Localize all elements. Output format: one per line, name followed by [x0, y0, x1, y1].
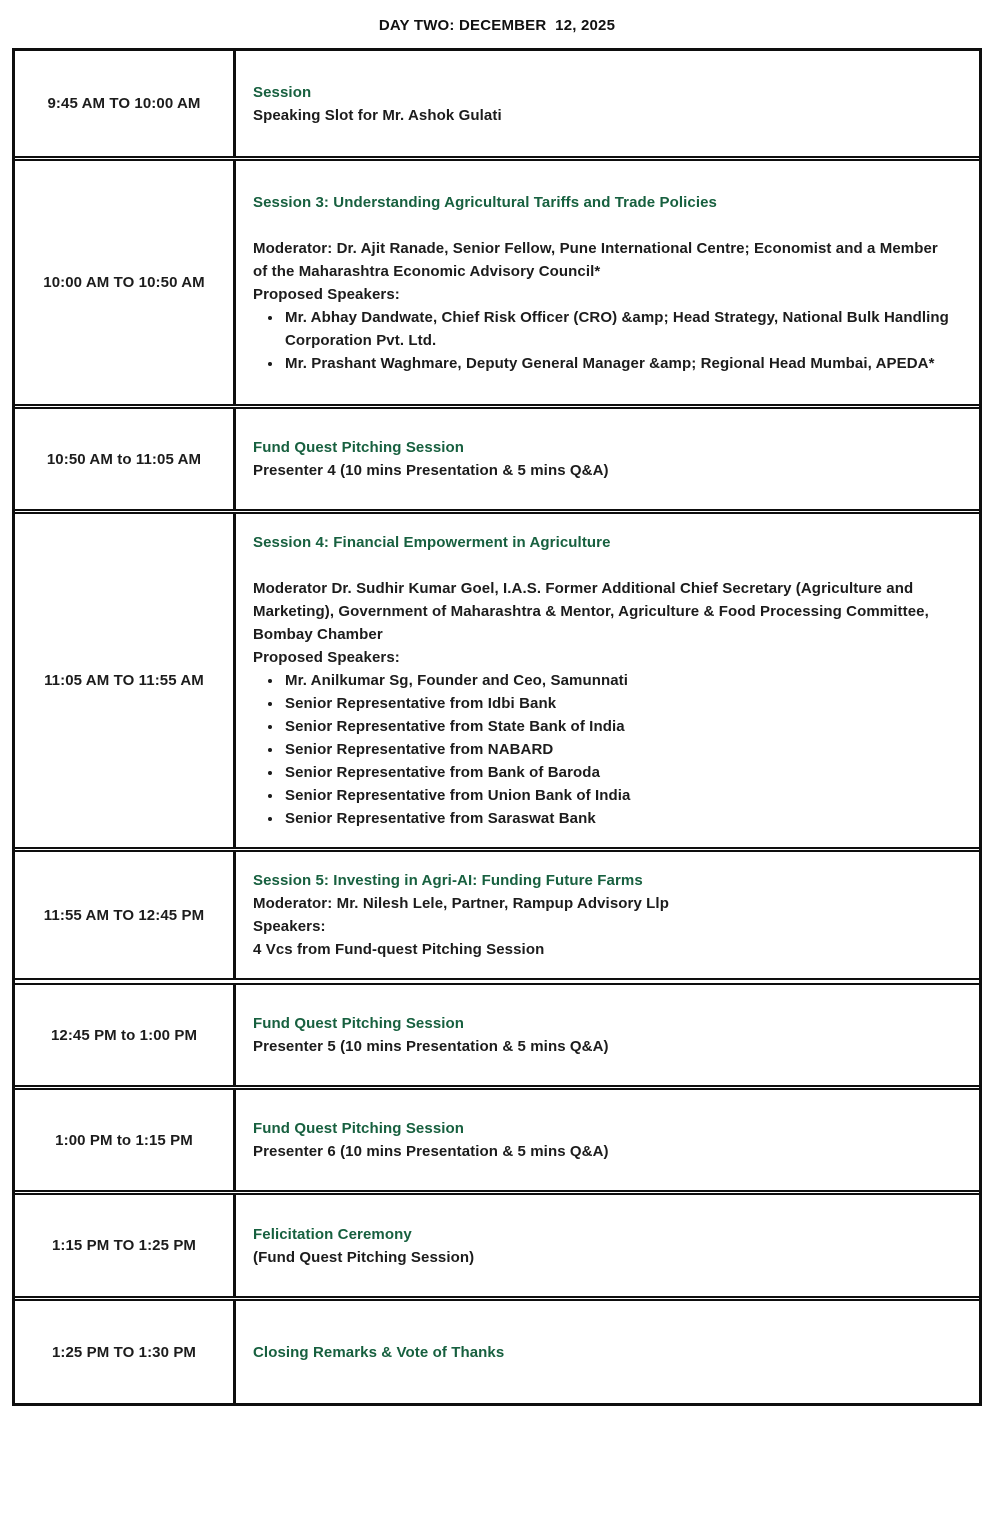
speaker-list — [253, 306, 953, 375]
speaker-item: • Mr. Prashant Waghmare, Deputy General Manager &amp; Regional Head Mumbai, APEDA* — [283, 352, 953, 375]
session-cell — [236, 514, 979, 847]
session-cell — [236, 51, 979, 156]
session-line: Proposed Speakers: — [253, 285, 400, 303]
session-cell — [236, 1301, 979, 1403]
session-title: Session — [253, 83, 312, 101]
speaker-list — [253, 669, 953, 830]
schedule-row — [15, 509, 979, 847]
time-cell: 12:45 PM to 1:00 PM — [15, 985, 236, 1085]
time-cell: 11:55 AM TO 12:45 PM — [15, 852, 236, 978]
schedule-row — [15, 156, 979, 404]
session-cell — [236, 409, 979, 509]
session-title: Session 4: Financial Empowerment in Agriculture — [253, 534, 611, 551]
speaker-item: • Senior Representative from Union Bank of India — [283, 784, 953, 807]
time-cell: 1:00 PM to 1:15 PM — [15, 1090, 236, 1190]
session-cell — [236, 852, 979, 978]
session-cell — [236, 161, 979, 404]
session-title: Session 3: Understanding Agricultural Tariffs and Trade Policies — [253, 193, 718, 211]
schedule-row — [15, 847, 979, 978]
time-cell: 10:00 AM TO 10:50 AM — [15, 161, 236, 404]
session-line: (Fund Quest Pitching Session) — [253, 1248, 475, 1266]
session-line: Presenter 6 (10 mins Presentation & 5 mins Q&A) — [253, 1143, 609, 1160]
session-line: Proposed Speakers: — [253, 649, 400, 666]
session-cell — [236, 985, 979, 1085]
schedule-row — [15, 1296, 979, 1403]
session-title: Fund Quest Pitching Session — [253, 1015, 465, 1032]
session-line: Moderator Dr. Sudhir Kumar Goel, I.A.S. Former Additional Chief Secretary (Agriculture and Marketing), Government of Maharashtra & Mentor, Agriculture & Food Processing Committee, Bombay Chamber — [253, 580, 929, 643]
speaker-item: • Mr. Abhay Dandwate, Chief Risk Officer (CRO) &amp; Head Strategy, National Bulk Handling Corporation Pvt. Ltd. — [283, 306, 953, 352]
session-line: Moderator: Dr. Ajit Ranade, Senior Fellow, Pune International Centre; Economist and a Member of the Maharashtra Economic Advisory Council* — [253, 239, 938, 280]
session-cell — [236, 1090, 979, 1190]
session-line: Speaking Slot for Mr. Ashok Gulati — [253, 106, 502, 124]
time-cell: 1:15 PM TO 1:25 PM — [15, 1195, 236, 1296]
schedule-row — [15, 978, 979, 1085]
session-title: Felicitation Ceremony — [253, 1225, 412, 1243]
schedule-row — [15, 1085, 979, 1190]
blank-spacer — [253, 214, 953, 237]
time-cell: 1:25 PM TO 1:30 PM — [15, 1301, 236, 1403]
session-line: Presenter 5 (10 mins Presentation & 5 mins Q&A) — [253, 1038, 609, 1055]
schedule-row — [15, 51, 979, 156]
page-title: DAY TWO: DECEMBER 12, 2025 — [378, 17, 616, 34]
schedule-row — [15, 404, 979, 509]
session-title: Fund Quest Pitching Session — [253, 439, 465, 456]
session-line: Presenter 4 (10 mins Presentation & 5 mins Q&A) — [253, 462, 609, 479]
time-cell: 10:50 AM to 11:05 AM — [15, 409, 236, 509]
time-cell: 9:45 AM TO 10:00 AM — [15, 51, 236, 156]
schedule-table — [12, 48, 982, 1406]
speaker-item: • Senior Representative from Idbi Bank — [283, 692, 953, 715]
time-cell: 11:05 AM TO 11:55 AM — [15, 514, 236, 847]
speaker-item: • Senior Representative from Bank of Baroda — [283, 761, 953, 784]
blank-spacer — [253, 554, 953, 577]
session-line: Moderator: Mr. Nilesh Lele, Partner, Rampup Advisory Llp — [253, 895, 669, 912]
speaker-item: • Senior Representative from NABARD — [283, 738, 953, 761]
session-title: Closing Remarks & Vote of Thanks — [253, 1343, 505, 1361]
session-cell — [236, 1195, 979, 1296]
session-title: Session 5: Investing in Agri-AI: Funding Future Farms — [253, 872, 643, 889]
session-line: Speakers: — [253, 918, 326, 935]
speaker-item: • Mr. Anilkumar Sg, Founder and Ceo, Samunnati — [283, 669, 953, 692]
schedule-row — [15, 1190, 979, 1296]
session-line: 4 Vcs from Fund-quest Pitching Session — [253, 941, 545, 958]
speaker-item: • Senior Representative from Saraswat Bank — [283, 807, 953, 830]
session-title: Fund Quest Pitching Session — [253, 1120, 465, 1137]
speaker-item: • Senior Representative from State Bank of India — [283, 715, 953, 738]
